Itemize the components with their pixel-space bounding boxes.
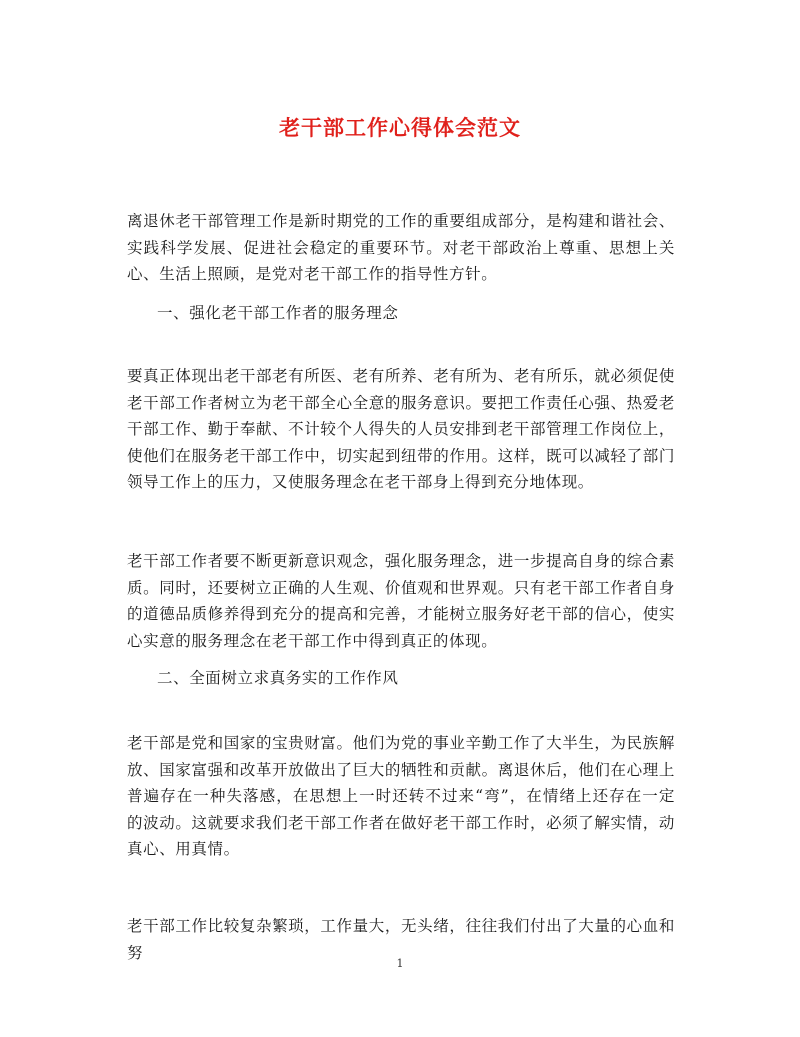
document-title: 老干部工作心得体会范文 — [279, 115, 521, 140]
section-heading-2: 二、全面树立求真务实的工作作风 — [157, 669, 399, 687]
section2-paragraph-2: 老干部工作比较复杂繁琐，工作量大，无头绪，往往我们付出了大量的心血和努 — [127, 917, 675, 962]
section1-paragraph-2: 老干部工作者要不断更新意识观念，强化服务理念，进一步提高自身的综合素质。同时，还要树立正确的人生观、价值观和世界观。只有老干部工作者自身的道德品质修养得到充分的提高和完善，才能树立服务好老干部的信心，使实心实意的服务理念在老干部工作中得到真正的体现。 — [127, 552, 675, 650]
intro-paragraph: 离退休老干部管理工作是新时期党的工作的重要组成部分，是构建和谐社会、实践科学发展、促进社会稳定的重要环节。对老干部政治上尊重、思想上关心、生活上照顾，是党对老干部工作的指导性方针。 — [127, 212, 675, 283]
section1-paragraph-1: 要真正体现出老干部老有所医、老有所养、老有所为、老有所乐，就必须促使老干部工作者树立为老干部全心全意的服务意识。要把工作责任心强、热爱老干部工作、勤于奉献、不计较个人得失的人员安排到老干部管理工作岗位上，使他们在服务老干部工作中，切实起到纽带的作用。这样，既可以减轻了部门领导工作上的压力，又使服务理念在老干部身上得到充分地体现。 — [127, 367, 675, 491]
section-heading-1: 一、强化老干部工作者的服务理念 — [157, 304, 399, 322]
section2-paragraph-1: 老干部是党和国家的宝贵财富。他们为党的事业辛勤工作了大半生，为民族解放、国家富强和改革开放做出了巨大的牺牲和贡献。离退休后，他们在心理上普遍存在一种失落感，在思想上一时还转不过来“弯”，在情绪上还存在一定的波动。这就要求我们老干部工作者在做好老干部工作时，必须了解实情，动真心、用真情。 — [127, 734, 675, 858]
page-number: 1 — [396, 957, 404, 970]
